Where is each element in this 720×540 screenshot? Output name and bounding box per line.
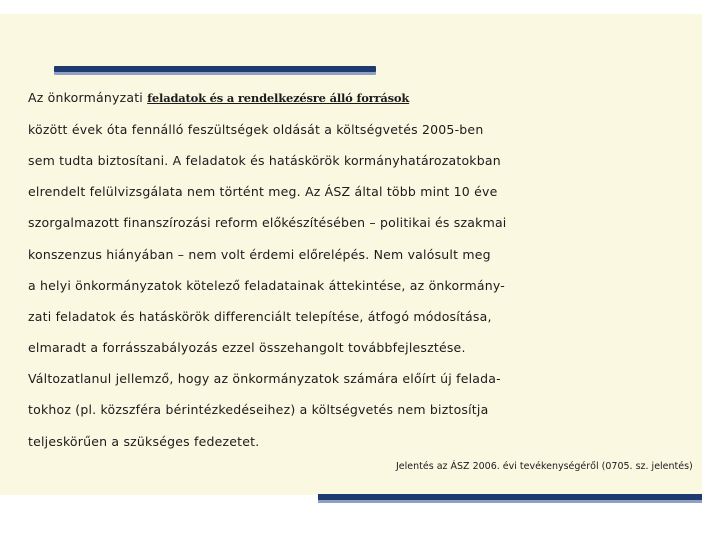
quote-line: sem tudta biztosítani. A feladatok és hatáskörök kormányhatározatokban	[28, 153, 501, 168]
bottom-accent-bar	[318, 494, 702, 500]
panel-edge	[702, 14, 720, 540]
quote-line: Változatlanul jellemző, hogy az önkormányzatok számára előírt új felada-	[28, 371, 501, 386]
quote-line-1	[28, 90, 409, 105]
quote-highlight: feladatok és a rendelkezésre álló források	[147, 91, 410, 105]
quote-line: elrendelt felülvizsgálata nem történt meg. Az ÁSZ által több mint 10 éve	[28, 184, 498, 199]
quote-line: a helyi önkormányzatok kötelező feladatainak áttekintése, az önkormány-	[28, 278, 505, 293]
quote-line: konszenzus hiányában – nem volt érdemi előrelépés. Nem valósult meg	[28, 247, 491, 262]
quote-line: között évek óta fennálló feszültségek oldását a költségvetés 2005-ben	[28, 122, 484, 137]
quote-line: elmaradt a forrásszabályozás ezzel összehangolt továbbfejlesztése.	[28, 340, 466, 355]
source-citation: Jelentés az ÁSZ 2006. évi tevékenységéről (0705. sz. jelentés)	[396, 461, 693, 472]
quote-line-1-prefix: Az önkormányzati	[28, 90, 148, 105]
quote-line: tokhoz (pl. közszféra bérintézkedéseihez) a költségvetés nem biztosítja	[28, 402, 489, 417]
top-accent-bar	[54, 66, 376, 72]
quote-line: teljeskörűen a szükséges fedezetet.	[28, 434, 260, 449]
quote-line: zati feladatok és hatáskörök differenciált telepítése, átfogó módosítása,	[28, 309, 492, 324]
quote-line: szorgalmazott finanszírozási reform előkészítésében – politikai és szakmai	[28, 215, 507, 230]
